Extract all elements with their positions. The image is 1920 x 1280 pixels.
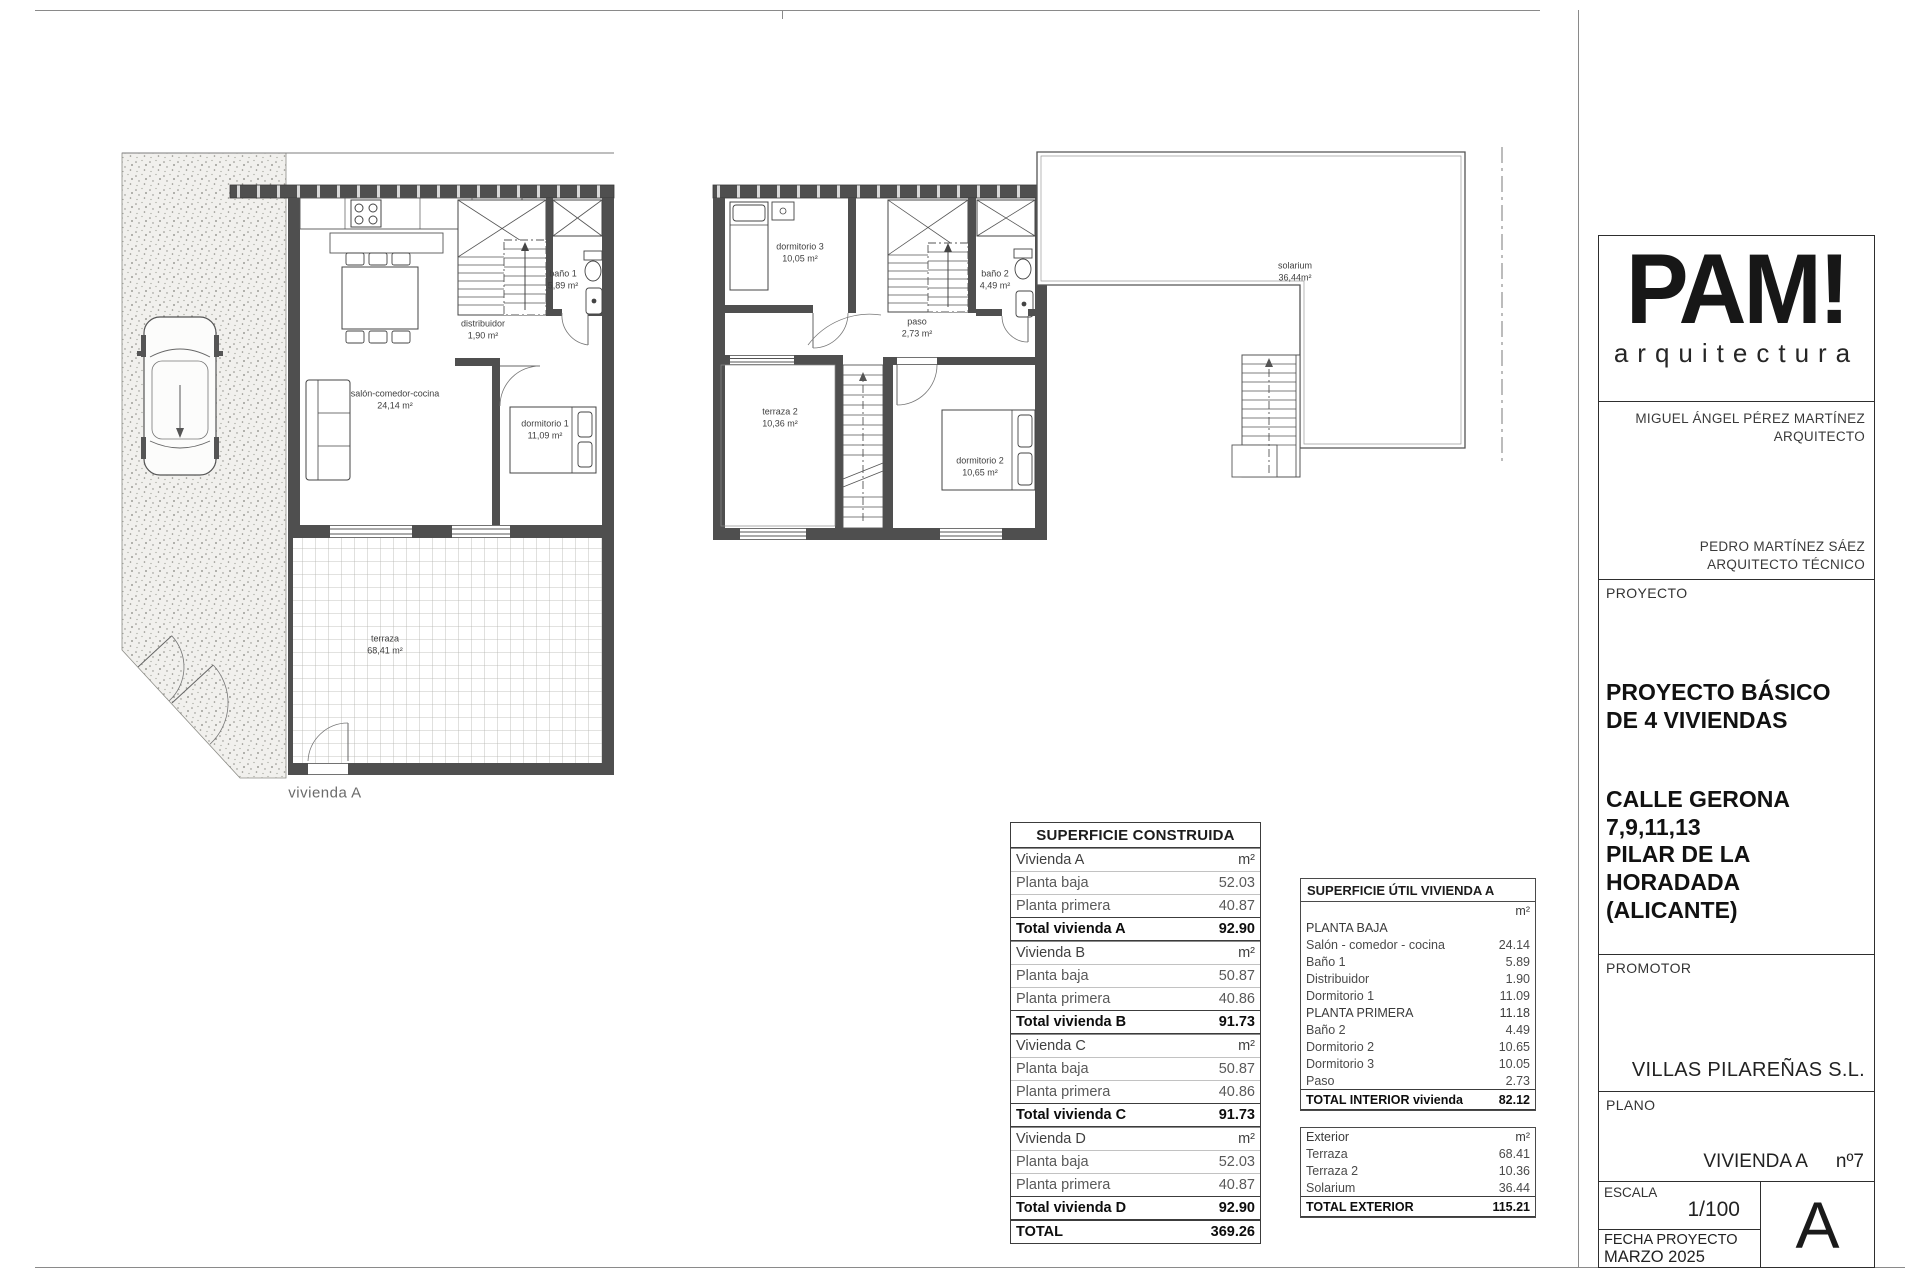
row-label: Terraza [1306,1146,1348,1161]
row-label: TOTAL INTERIOR vivienda [1306,1092,1463,1107]
fecha-cell [1599,1230,1760,1270]
row-value: 40.87 [1218,1177,1255,1193]
table-row [1301,1021,1535,1038]
row-label: PLANTA BAJA [1306,920,1388,935]
row-value: 52.03 [1218,875,1255,891]
title-block [1598,232,1875,1268]
escala-label: ESCALA [1604,1185,1658,1200]
row-label: Vivienda C [1016,1038,1086,1054]
promotor-section [1599,954,1874,1091]
row-value: 10.65 [1498,1039,1530,1054]
row-value: 1.90 [1505,971,1530,986]
row-label: Total vivienda A [1016,921,1126,937]
sheet-border-top-tick [782,10,783,19]
row-value: 115.21 [1492,1199,1530,1214]
row-value: 82.12 [1498,1092,1530,1107]
table-row [1011,1196,1260,1220]
table-row [1301,1128,1535,1145]
row-label: Baño 1 [1306,954,1346,969]
room-area: 1,90 m² [467,330,499,340]
room-name: paso [907,316,927,327]
room-label-solarium [1278,260,1312,283]
escala-value: 1/100 [1687,1198,1740,1221]
room-label-distribuidor [461,318,505,341]
table-title: SUPERFICIE ÚTIL VIVIENDA A [1301,879,1535,902]
table-row [1301,1162,1535,1179]
table-row [1011,1080,1260,1103]
table-row [1011,1057,1260,1080]
address-line: CALLE GERONA [1606,786,1790,813]
row-value: 92.90 [1218,1200,1255,1216]
scale-date-section [1599,1181,1874,1269]
room-name: terraza [370,633,399,644]
row-value: 369.26 [1210,1224,1255,1240]
row-label: Planta baja [1016,1154,1089,1170]
row-value: 36.44 [1498,1180,1530,1195]
table-row [1011,1173,1260,1196]
row-label: Vivienda D [1016,1131,1086,1147]
row-value: 11.18 [1499,1005,1530,1020]
table-row [1011,871,1260,894]
row-label: Vivienda B [1016,945,1086,961]
sheet-border-right [1578,10,1579,1268]
room-area: 24,14 m² [377,400,413,410]
row-value: 4.49 [1505,1022,1530,1037]
table-row [1011,1150,1260,1173]
table-superficie-util [1300,878,1536,1218]
table-row [1011,987,1260,1010]
table-row [1011,917,1260,941]
row-value: 10.36 [1498,1163,1530,1178]
row-value: 40.87 [1218,898,1255,914]
address-line: PILAR DE LA HORADADA [1606,841,1750,895]
table-row [1301,1055,1535,1072]
pam-logo-subtitle: arquitectura [1613,338,1860,368]
architect-name-block [1635,410,1865,446]
table-interior-box [1300,878,1536,1111]
row-value: 68.41 [1498,1146,1530,1161]
plano-name [1703,1151,1864,1173]
table-row [1301,919,1535,936]
row-value: 50.87 [1218,968,1255,984]
plano-number: nº7 [1835,1151,1864,1172]
row-label: Paso [1306,1073,1335,1088]
row-label: Salón - comedor - cocina [1306,937,1445,952]
row-value: 11.09 [1499,988,1530,1003]
ground-floor-plan [120,145,620,810]
row-label: Total vivienda B [1016,1014,1127,1030]
room-label-terraza2 [762,406,798,429]
table-row [1011,1220,1260,1243]
row-label: Planta primera [1016,991,1111,1007]
pam-logo: PAM! [1625,232,1848,345]
names-section [1599,401,1874,579]
table-row [1011,894,1260,917]
row-value: 40.86 [1218,1084,1255,1100]
table-title: SUPERFICIE CONSTRUIDA [1011,823,1260,848]
row-label: Vivienda A [1016,852,1085,868]
table-row [1011,964,1260,987]
table-row [1301,1004,1535,1021]
table-row [1301,902,1535,919]
room-area: 4,49 m² [979,280,1011,290]
room-label-paso [902,316,933,339]
room-label-dormitorio1 [521,418,569,441]
room-name: salón-comedor-cocina [350,388,440,399]
row-label: Dormitorio 1 [1306,988,1375,1003]
row-label: Dormitorio 3 [1306,1056,1375,1071]
room-label-dormitorio3 [776,241,824,264]
row-value: 40.86 [1218,991,1255,1007]
room-label-bano2 [980,268,1011,291]
table-exterior-box [1300,1127,1536,1218]
fecha-value: MARZO 2025 [1604,1248,1705,1266]
promotor-label: PROMOTOR [1606,960,1692,976]
row-value: 52.03 [1218,1154,1255,1170]
table-superficie-construida [1010,822,1261,1244]
technical-architect-block [1700,538,1865,574]
table-body-interior [1301,902,1535,1110]
roof-solarium-plan [920,145,1520,485]
room-area: 10,65 m² [962,467,998,477]
table-row [1011,1034,1260,1057]
table-row [1011,1127,1260,1150]
table-row [1301,1196,1535,1217]
row-value: m² [1515,1129,1530,1144]
row-value: 5.89 [1505,954,1530,969]
row-label: Total vivienda C [1016,1107,1127,1123]
row-label: Distribuidor [1306,971,1370,986]
room-area: 10,36 m² [762,418,798,428]
table-row [1301,1089,1535,1110]
tech-name: PEDRO MARTÍNEZ SÁEZ [1699,538,1865,554]
tech-role: ARQUITECTO TÉCNICO [1707,556,1865,572]
table-row [1011,941,1260,964]
table-row [1301,1179,1535,1196]
row-label: Total vivienda D [1016,1200,1127,1216]
table-row [1301,987,1535,1004]
proyecto-section [1599,579,1874,954]
row-value: 91.73 [1218,1107,1255,1123]
room-label-dormitorio2 [956,455,1004,478]
row-value: 91.73 [1218,1014,1255,1030]
room-name: dormitorio 1 [521,418,569,429]
room-area: 10,05 m² [782,253,818,263]
room-name: terraza 2 [762,406,798,417]
table-body [1011,848,1260,1243]
fecha-label: FECHA PROYECTO [1604,1232,1738,1248]
row-label: Planta baja [1016,1061,1089,1077]
row-label: TOTAL EXTERIOR [1306,1199,1414,1214]
architect-name: MIGUEL ÁNGEL PÉREZ MARTÍNEZ [1635,411,1865,426]
row-value: 24.14 [1498,937,1530,952]
ground-plan-caption: vivienda A [288,784,362,802]
proyecto-label: PROYECTO [1606,585,1688,601]
row-value: 2.73 [1505,1073,1530,1088]
table-body-exterior [1301,1128,1535,1217]
row-label: Solarium [1306,1180,1356,1195]
table-row [1301,953,1535,970]
room-name: dormitorio 3 [776,241,824,252]
room-name: dormitorio 2 [956,455,1004,466]
row-label: Planta primera [1016,1084,1111,1100]
plano-title: VIVIENDA A [1703,1151,1808,1172]
promotor-name: VILLAS PILAREÑAS S.L. [1631,1059,1865,1081]
table-row [1301,1038,1535,1055]
table-row [1301,936,1535,953]
row-label: Planta primera [1016,1177,1111,1193]
row-value: m² [1238,1038,1255,1054]
table-row [1301,970,1535,987]
row-value: m² [1238,1131,1255,1147]
plano-section [1599,1091,1874,1181]
table-row [1011,1010,1260,1034]
row-label: PLANTA PRIMERA [1306,1005,1414,1020]
row-value: 92.90 [1218,921,1255,937]
proyecto-address [1599,786,1874,924]
escala-cell [1599,1182,1760,1230]
sheet-letter: A [1760,1182,1874,1268]
room-area: 2,73 m² [901,328,933,338]
plano-label: PLANO [1606,1097,1656,1113]
room-area: 5,89 m² [547,280,579,290]
room-area: 68,41 m² [367,645,403,655]
table-row [1011,1103,1260,1127]
row-label: Planta baja [1016,968,1089,984]
row-label: Baño 2 [1306,1022,1346,1037]
room-label-bano1 [548,268,579,291]
room-area: 36,44m² [1278,272,1312,282]
row-value: m² [1515,903,1530,918]
table-row [1301,1145,1535,1162]
row-label: Dormitorio 2 [1306,1039,1375,1054]
table-gap [1300,1111,1536,1127]
room-name: solarium [1277,260,1313,271]
room-name: baño 1 [549,268,577,279]
room-label-salon [351,388,440,411]
room-area: 11,09 m² [527,430,563,440]
row-label: Planta baja [1016,875,1089,891]
architect-role: ARQUITECTO [1773,429,1865,445]
row-value: 50.87 [1218,1061,1255,1077]
row-label: Exterior [1306,1129,1350,1144]
row-label: TOTAL [1016,1224,1063,1240]
table-row [1011,848,1260,871]
address-line: (ALICANTE) [1606,896,1738,923]
sheet-border-top [35,10,1540,11]
row-value: m² [1238,852,1255,868]
row-value: 10.05 [1498,1056,1530,1071]
row-label: Terraza 2 [1306,1163,1359,1178]
row-value: m² [1238,945,1255,961]
proyecto-title: PROYECTO BÁSICO DE 4 VIVIENDAS [1606,679,1831,733]
logo-section [1599,232,1874,401]
table-row [1301,1072,1535,1089]
room-name: baño 2 [981,268,1009,279]
row-label: Planta primera [1016,898,1111,914]
room-name: distribuidor [460,318,506,329]
address-line: 7,9,11,13 [1606,813,1701,840]
room-label-terraza [367,633,403,656]
